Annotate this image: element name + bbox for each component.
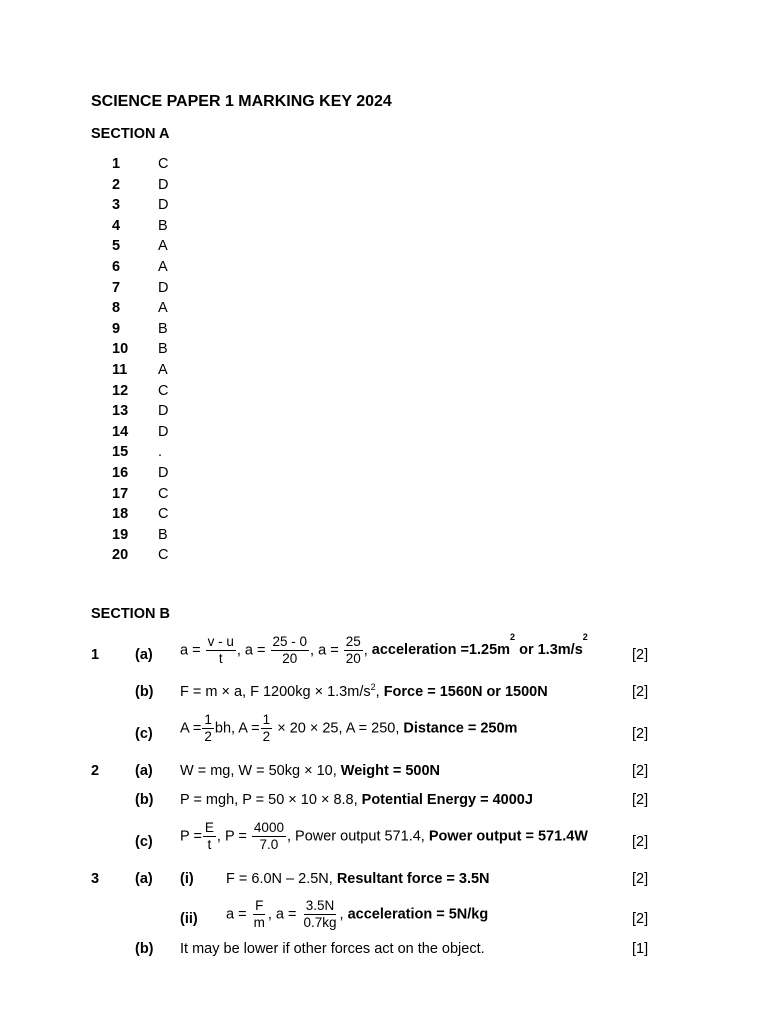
answer-row xyxy=(0,383,300,403)
answer-row xyxy=(0,486,300,506)
answer-number: 9 xyxy=(112,320,121,337)
q3b-working: It may be lower if other forces act on the object. xyxy=(180,941,485,957)
answer-row xyxy=(0,300,300,320)
part-label: (a) xyxy=(135,763,153,779)
answer-number: 10 xyxy=(112,341,129,358)
answer-number: 13 xyxy=(112,403,129,420)
answer-row xyxy=(0,321,300,341)
answer-letter: D xyxy=(158,197,169,214)
q2b-row xyxy=(0,792,768,812)
answer-number: 15 xyxy=(112,444,129,461)
mark-allocation: [1] xyxy=(632,941,649,957)
answer-number: 18 xyxy=(112,506,129,523)
part-label: (c) xyxy=(135,834,153,850)
answer-letter: D xyxy=(158,403,169,420)
answer-letter: D xyxy=(158,176,169,193)
q3ai-working: F = 6.0N – 2.5N, Resultant force = 3.5N xyxy=(226,871,490,887)
answer-text: Potential Energy = 4000J xyxy=(361,792,533,808)
answer-row xyxy=(0,506,300,526)
answer-text: acceleration = 5N/kg xyxy=(347,906,489,923)
answer-letter: C xyxy=(158,485,169,502)
question-number: 3 xyxy=(91,871,100,887)
part-label: (a) xyxy=(135,647,153,663)
mark-allocation: [2] xyxy=(632,871,649,887)
answer-number: 5 xyxy=(112,238,121,255)
q3ai-row xyxy=(0,871,768,891)
answer-letter: A xyxy=(158,238,168,255)
answer-row xyxy=(0,156,300,176)
subpart-label: (i) xyxy=(180,871,194,887)
q1a-row xyxy=(0,634,768,678)
q1a-working: a = $\frac{v - u}{t}$ , a = $\frac{25 - 0}{20}$ , a = $\frac{25}{20}$ , acceleration $=1.25m^2$ or $1.3m/s^2$ xyxy=(180,632,588,666)
subpart-label: (ii) xyxy=(180,911,198,927)
answer-number: 7 xyxy=(112,279,121,296)
answer-number: 8 xyxy=(112,300,121,317)
fraction: $\frac{25}{20}$ xyxy=(345,634,361,666)
fraction: $\frac{25 - 0}{20}$ xyxy=(272,634,308,666)
answer-number: 20 xyxy=(112,547,129,564)
part-label: (c) xyxy=(135,726,153,742)
q1b-working: F = m × a, F $1200kg \times 1.3m/s^2$, Force = 1560N or 1500N xyxy=(180,682,548,700)
answer-row xyxy=(0,197,300,217)
mark-allocation: [2] xyxy=(632,834,649,850)
answer-number: 2 xyxy=(112,176,121,193)
answer-number: 3 xyxy=(112,197,121,214)
part-label: (b) xyxy=(135,684,154,700)
answer-text: Distance = 250m xyxy=(403,720,518,737)
answer-letter: D xyxy=(158,465,169,481)
answer-number: 19 xyxy=(112,526,129,543)
answer-letter: A xyxy=(158,259,168,275)
answer-text: Resultant force = 3.5N xyxy=(336,871,490,887)
q1b-row xyxy=(0,684,768,704)
q3aii-row xyxy=(0,898,768,942)
q2b-working: P = mgh, P = 50 × 10 × 8.8, Potential Energy = 4000J xyxy=(180,792,533,808)
answer-number: 16 xyxy=(112,465,129,481)
answer-number: 6 xyxy=(112,259,121,275)
answer-number: 12 xyxy=(112,382,129,399)
answer-row xyxy=(0,362,300,382)
part-label: (b) xyxy=(135,941,154,957)
answer-number: 14 xyxy=(112,423,129,440)
q2c-working: P = $\frac{E}{t}$ , P = $\frac{4000}{7.0}$ , Power output 571.4, Power output = 571.4W xyxy=(180,820,588,852)
answer-row xyxy=(0,238,300,258)
answer-number: 17 xyxy=(112,485,129,502)
fraction: $\frac{4000}{7.0}$ xyxy=(253,820,284,852)
answer-text: Power output = 571.4W xyxy=(428,828,588,845)
answer-letter: A xyxy=(158,300,168,317)
q2a-row xyxy=(0,763,768,783)
answer-row xyxy=(0,527,300,547)
q2a-working: W = mg, W = 50kg × 10, Weight = 500N xyxy=(180,763,441,779)
section-a-heading: SECTION A xyxy=(91,126,170,142)
answer-letter: C xyxy=(158,156,169,172)
mark-allocation: [2] xyxy=(632,684,649,700)
answer-text: Weight = 500N xyxy=(340,763,441,779)
answer-letter: D xyxy=(158,279,169,296)
mark-allocation: [2] xyxy=(632,763,649,779)
mark-allocation: [2] xyxy=(632,647,649,663)
answer-row xyxy=(0,547,300,567)
fraction: $\frac{F}{m}$ xyxy=(253,898,265,930)
q1c-working: A = $\frac{1}{2}$ bh, A = $\frac{1}{2}$ × 20 × 25, A = 250, Distance = 250m xyxy=(180,712,518,744)
answer-letter: B xyxy=(158,341,168,358)
answer-letter: A xyxy=(158,362,168,378)
page-title: SCIENCE PAPER 1 MARKING KEY 2024 xyxy=(91,93,392,110)
answer-letter: C xyxy=(158,382,169,399)
answer-row xyxy=(0,280,300,300)
mark-allocation: [2] xyxy=(632,792,649,808)
answer-letter: B xyxy=(158,320,168,337)
answer-row xyxy=(0,403,300,423)
fraction: $\frac{3.5N}{0.7kg}$ xyxy=(303,898,337,930)
answer-row xyxy=(0,177,300,197)
mark-allocation: [2] xyxy=(632,726,649,742)
answer-number: 4 xyxy=(112,217,121,234)
question-number: 1 xyxy=(91,647,100,663)
answer-row xyxy=(0,465,300,485)
answer-number: 11 xyxy=(112,362,128,378)
answer-row xyxy=(0,341,300,361)
part-label: (b) xyxy=(135,792,154,808)
fraction: $\frac{E}{t}$ xyxy=(204,820,214,852)
answer-text: acceleration $=1.25m^2$ or $1.3m/s^2$ xyxy=(371,632,588,659)
fraction: $\frac{1}{2}$ xyxy=(204,712,212,744)
answer-text: Force = 1560N or 1500N xyxy=(383,684,548,700)
q3aii-working: a = $\frac{F}{m}$ , a = $\frac{3.5N}{0.7kg}$ , acceleration = 5N/kg xyxy=(226,898,489,930)
answer-letter: B xyxy=(158,526,168,543)
answer-letter: B xyxy=(158,217,168,234)
mark-allocation: [2] xyxy=(632,911,649,927)
answer-row xyxy=(0,259,300,279)
answer-letter: . xyxy=(158,444,163,461)
q3b-row xyxy=(0,941,768,961)
fraction: $\frac{1}{2}$ xyxy=(262,712,271,744)
answer-letter: D xyxy=(158,423,169,440)
answer-row xyxy=(0,444,300,464)
q2c-row xyxy=(0,820,768,864)
section-b-heading: SECTION B xyxy=(91,606,170,622)
q1c-row xyxy=(0,712,768,756)
question-number: 2 xyxy=(91,763,100,779)
answer-letter: C xyxy=(158,547,169,564)
answer-row xyxy=(0,218,300,238)
fraction: $\frac{v - u}{t}$ xyxy=(207,634,234,666)
answer-number: 1 xyxy=(112,156,121,172)
answer-letter: C xyxy=(158,506,169,523)
part-label: (a) xyxy=(135,871,153,887)
answer-row xyxy=(0,424,300,444)
